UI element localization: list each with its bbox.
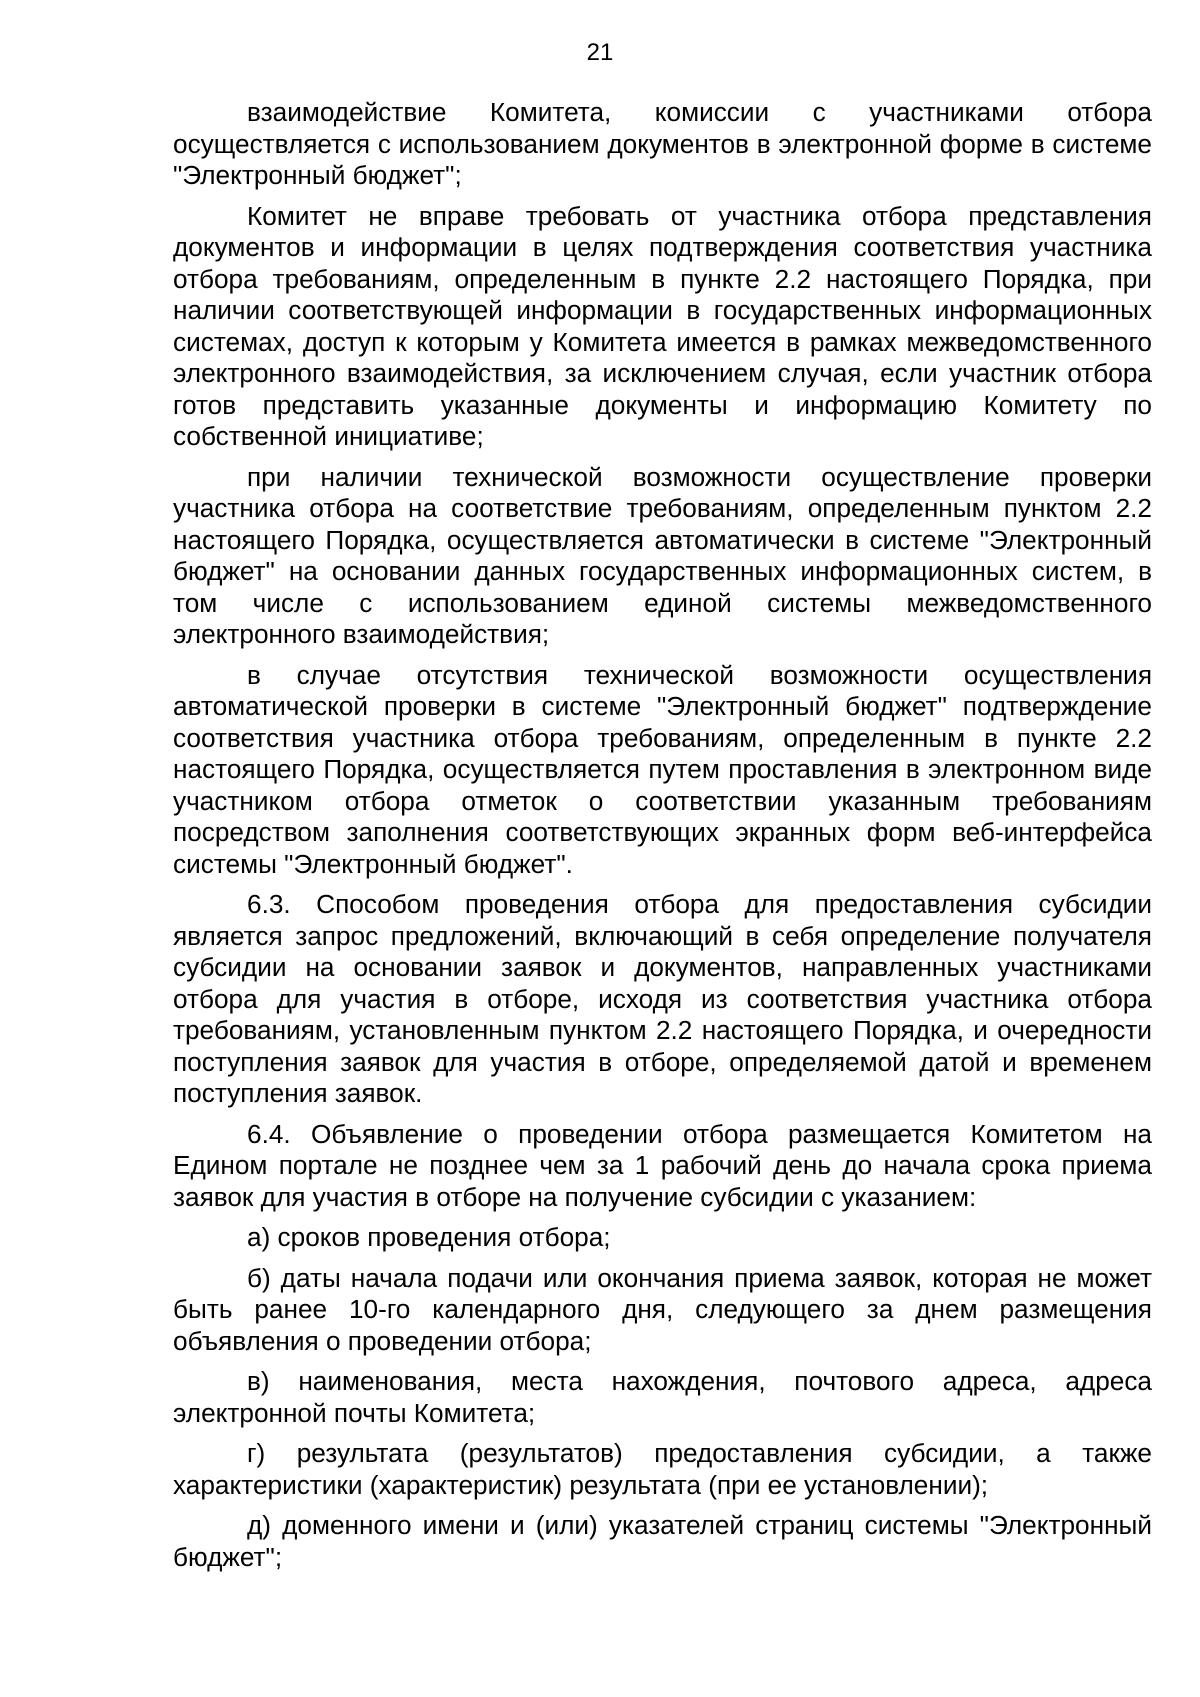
paragraph-6-4-announcement: 6.4. Объявление о проведении отбора размещается Комитетом на Едином портале не позднее чем за 1 рабочий день до начала срока приема заявок для участия в отборе на получение субсидии с указанием: [173, 1118, 1152, 1212]
paragraph-6-3-selection-method: 6.3. Способом проведения отбора для предоставления субсидии является запрос предложений, включающий в себя определение получателя субсидии на основании заявок и документов, направленных участниками отбора для участия в отборе, исходя из соответствия участника отбора требованиям, установленным пунктом 2.2 настоящего Порядка, и очередности поступления заявок для участия в отборе, определяемой датой и временем поступления заявок. [173, 889, 1152, 1108]
list-item-b: б) даты начала подачи или окончания приема заявок, которая не может быть ранее 10-го календарного дня, следующего за днем размещения объявления о проведении отбора; [173, 1262, 1152, 1356]
list-item-a: а) сроков проведения отбора; [247, 1222, 611, 1252]
paragraph-interaction-electronic: взаимодействие Комитета, комиссии с участниками отбора осуществляется с использованием документов в электронной форме в системе "Электронный бюджет"; [173, 97, 1152, 190]
document-body [173, 97, 1152, 1582]
list-item-d: д) доменного имени и (или) указателей страниц системы "Электронный бюджет"; [173, 1510, 1152, 1572]
list-item-g: г) результата (результатов) предоставления субсидии, а также характеристики (характеристик) результата (при ее установлении); [173, 1438, 1152, 1500]
paragraph-manual-confirmation: в случае отсутствия технической возможности осуществления автоматической проверки в системе "Электронный бюджет" подтверждение соответствия участника отбора требованиям, определенным в пункте 2.2 настоящего Порядка, осуществляется путем проставления в электронном виде участником отбора отметок о соответствии указанным требованиям посредством заполнения соответствующих экранных форм веб-интерфейса системы "Электронный бюджет". [173, 659, 1152, 879]
page-number: 21 [586, 39, 614, 66]
paragraph-automatic-check: при наличии технической возможности осуществление проверки участника отбора на соответствие требованиям, определенным пунктом 2.2 настоящего Порядка, осуществляется автоматически в системе "Электронный бюджет" на основании данных государственных информационных систем, в том числе с использованием единой системы межведомственного электронного взаимодействия; [173, 461, 1152, 649]
paragraph-committee-not-entitled: Комитет не вправе требовать от участника отбора представления документов и информации в целях подтверждения соответствия участника отбора требованиям, определенным в пункте 2.2 настоящего Порядка, при наличии соответствующей информации в государственных информационных системах, доступ к которым у Комитета имеется в рамках межведомственного электронного взаимодействия, за исключением случая, если участник отбора готов представить указанные документы и информацию Комитету по собственной инициативе; [173, 200, 1152, 451]
list-item-v: в) наименования, места нахождения, почтового адреса, адреса электронной почты Комитета; [173, 1366, 1152, 1428]
